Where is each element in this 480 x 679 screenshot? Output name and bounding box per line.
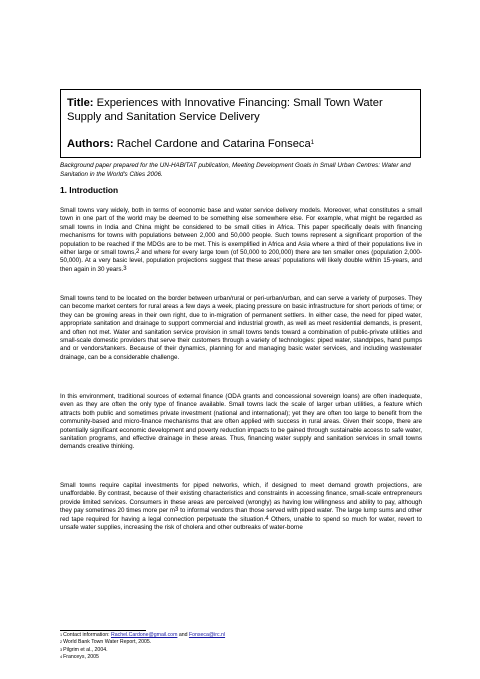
footnote-4 [60, 654, 422, 661]
section-heading: 1. Introduction [60, 185, 119, 195]
email-link-fonseca[interactable]: Fonseca@irc.nl [188, 632, 226, 638]
authors-text: Rachel Cardone and Catarina Fonseca [116, 138, 311, 150]
paragraph-4-text-c: Others, unable to spend so much for water, revert to unsafe water supplies, increasing the risk of cholera and other outbreaks of water-borne [60, 515, 422, 532]
footnote-text: Pilgrim et al., 2004. [63, 646, 108, 653]
authors-label: Authors: [67, 138, 114, 150]
cubic-superscript: 3 [175, 507, 179, 514]
background-note: Background paper prepared for the UN-HABITAT publication, Meeting Development Goals in Small Urban Centres: Water and Sanitation in the World's Cities 2006. [60, 162, 411, 178]
document-authors [67, 138, 414, 152]
paragraph-4-text-a: Small towns require capital investments for piped networks, which, if designed to meet demand growth projections, are unaffordable. By contrast, because of their existing characteristics and constraints in accessing finance, small-scale entrepreneurs provide limited services. Consumers in these areas are perceived (wrongly) as having low willingness and ability to pay, although they pay sometimes 20 times more per m [60, 482, 422, 515]
footnote-divider [60, 630, 146, 631]
footnote-ref-4[interactable]: 4 [265, 515, 269, 522]
footnote-number: 4 [60, 655, 63, 660]
email-link-cardone[interactable]: Rachel.Cardone@gmail.com [111, 632, 178, 638]
paragraph-1-text-a: Small towns vary widely, both in terms of economic base and water service delivery models. Moreover, what constitutes a small town in one part of the world may be deemed to be something else somewhere else. For example, what might be regarded as small towns in India and China might be considered to be small cities in Africa. This paper specifically deals with financing mechanisms for towns with populations between 2,000 and 50,000 people. Such towns represent a significant proportion of the population to be reached if the MDGs are to be met. This is exemplified in Africa and Asia where a third of their populations live in either large or small towns, [60, 207, 422, 257]
footnote-text-mid: and [177, 632, 189, 638]
paragraph-3: In this environment, traditional sources of external finance (ODA grants and concessional sovereign loans) are often inadequate, even as they are often the only type of finance available. Small towns lack the scale of larger urban utilities, a feature which attracts both public and sometimes private investment (national and international); yet they are often too large to benefit from the community-based and micro-finance mechanisms that are often applied with success in rural areas. Given their scope, there are potentially significant economic development and poverty reduction impacts to be gained through sustainable access to safe water, sanitation programs, and effective drainage in these areas. Thus, financing water supply and sanitation services in small towns demands creative thinking. [60, 393, 422, 451]
paragraph-1 [60, 207, 422, 274]
footnote-3 [60, 647, 422, 654]
authors-footnote-ref[interactable]: 1 [310, 140, 315, 146]
footnotes [60, 632, 422, 662]
document-title [67, 97, 414, 124]
footnote-2 [60, 639, 422, 646]
footnote-text: World Bank Town Water Report, 2005. [63, 639, 152, 646]
footnote-text: Franceys, 2005 [63, 654, 99, 661]
paragraph-2: Small towns tend to be located on the border between urban/rural or peri-urban/urban, and can serve a variety of purposes. They can become market centers for rural areas a few days a week, placing pressure on basic infrastructure for short periods of time; or they can be growing areas in their own right, due to in-migration of permanent settlers. In either case, the need for piped water, appropriate sanitation and drainage to support commercial and industrial growth, as well as meet residential demands, is present, and often not met. Water and sanitation service provision in small towns tends toward a combination of public-private utilities and small-scale domestic providers that serve their customers through a variety of technologies: piped water, standpipes, hand pumps and or vendors/tankers. Because of their dynamics, planning for and managing basic water services, and including wastewater drainage, can be a considerable challenge. [60, 295, 422, 361]
title-text: Experiences with Innovative Financing: Small Town Water Supply and Sanitation Service Delivery [67, 97, 383, 123]
paragraph-4-text-b: to informal vendors than those served with piped water. The large lump sums and other red tape required for having a legal connection perpetuate the situation. [60, 507, 422, 523]
footnote-number: 1 [60, 633, 63, 637]
footnote-number: 2 [60, 640, 63, 645]
title-box [60, 89, 421, 158]
footnote-1 [60, 632, 422, 639]
paragraph-1-text-b: and where for every large town (of 50,000 to 200,000) there are ten smaller ones (population 2,000-50,000). At a very basic level, population projections suggest that these areas' populations will likely double within 15-years, and then again in 30 years. [60, 249, 422, 273]
paragraph-4 [60, 482, 422, 532]
footnote-number: 3 [60, 647, 63, 652]
footnote-ref-3[interactable]: 3 [123, 265, 127, 272]
title-label: Title: [67, 97, 94, 109]
footnote-ref-2[interactable]: 2 [135, 249, 140, 256]
footnote-text: Contact information: [63, 632, 111, 638]
